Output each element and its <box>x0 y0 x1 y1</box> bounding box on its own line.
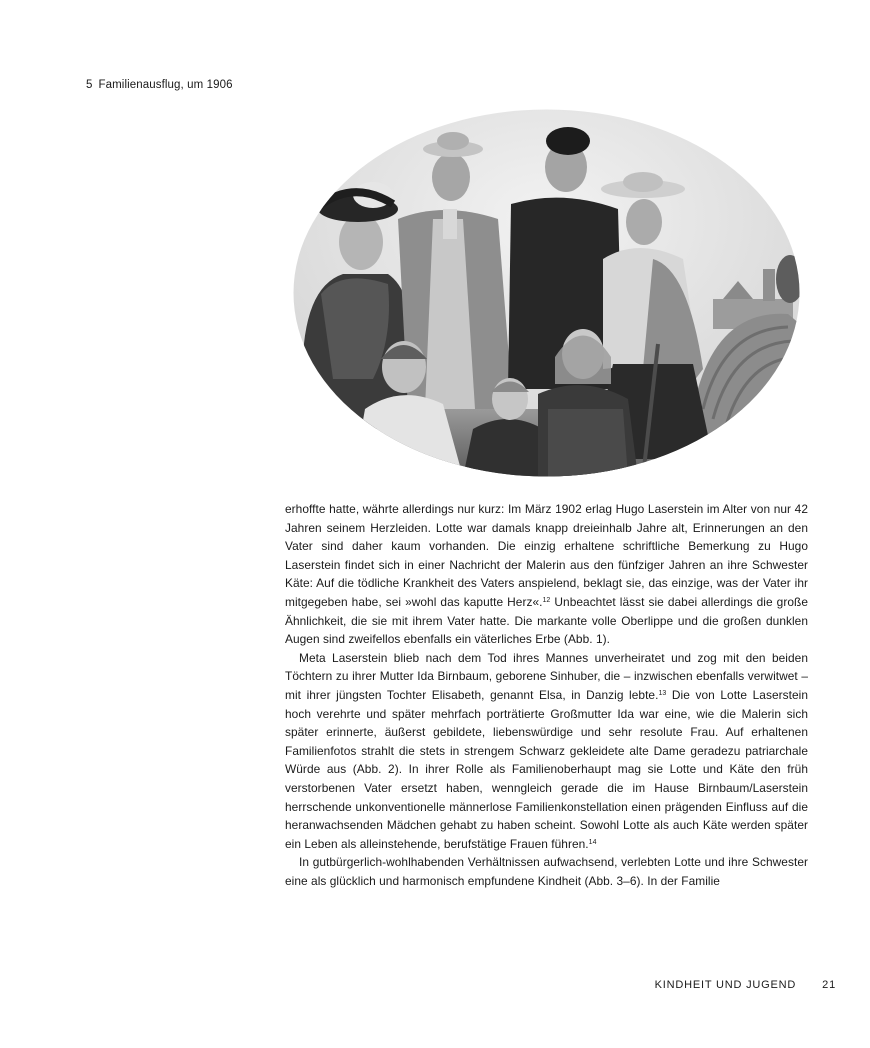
body-text <box>285 500 808 890</box>
paragraph-2 <box>285 649 808 854</box>
paragraph-1 <box>285 500 808 649</box>
footnote-ref-14: 14 <box>588 838 597 846</box>
page-number: 21 <box>822 979 836 991</box>
page-footer <box>655 979 836 991</box>
figure-caption-text: Familienausflug, um 1906 <box>98 79 233 91</box>
figure-caption <box>86 79 233 91</box>
family-photo-image <box>293 109 800 477</box>
footnote-ref-13: 13 <box>658 689 667 697</box>
figure-number: 5 <box>86 79 93 91</box>
paragraph-2-part-b: Die von Lotte Laserstein hoch verehrte und später mehrfach porträtierte Großmutter Ida war eine, wie die Malerin sich später erinnerte, äußerst gebildete, liebenswürdige und sehr resolute Frau. Auf erhaltenen Familienfotos strahlt die stets in strengem Schwarz gekleidete alte Dame geradezu patriarchale Würde aus (Abb. 2). In ihrer Rolle als Familienoberhaupt mag sie Lotte und Käte den früh verstorbenen Vater ersetzt haben, wenngleich gerade die im Hause Birnbaum/Laserstein herrschende unkonventionelle männerlose Familienkonstellation einen prägenden Einfluss auf die heranwachsenden Mädchen gehabt zu haben scheint. Sowohl Lotte als auch Käte werden später ein Leben als alleinstehende, berufstätige Frauen führen. <box>285 687 808 851</box>
footnote-ref-12: 12 <box>542 596 551 604</box>
paragraph-2-part-a: Meta Laserstein blieb nach dem Tod ihres Mannes unverheiratet und zog mit den beiden Töchtern zu ihrer Mutter Ida Birnbaum, geborene Sinhuber, die – inzwischen ebenfalls verwitwet – mit ihrer jüngsten Tochter Elisabeth, genannt Elsa, in Danzig lebte. <box>285 650 808 702</box>
paragraph-3: In gutbürgerlich-wohlhabenden Verhältnissen aufwachsend, verlebten Lotte und ihre Schwester eine als glücklich und harmonisch empfundene Kindheit (Abb. 3–6). In der Familie <box>285 855 808 888</box>
paragraph-1-part-a: erhoffte hatte, währte allerdings nur kurz: Im März 1902 erlag Hugo Laserstein im Alter von nur 42 Jahren seinem Herzleiden. Lotte war damals knapp dreieinhalb Jahre alt, Erinnerungen an den Vater sind daher kaum vorhanden. Die einzig erhaltene schriftliche Bemerkung zu Hugo Laserstein findet sich in einer Nachricht der Malerin aus den fünfziger Jahren an ihre Schwester Käte: Auf die tödliche Krankheit des Vaters anspielend, beklagt sie, das einzige, was der Vater ihr mitgegeben habe, sei »wohl das kaputte Herz«. <box>285 502 808 609</box>
running-footer-section: KINDHEIT UND JUGEND <box>654 979 797 991</box>
family-photo <box>293 109 800 477</box>
paragraph-1-part-b: Unbeachtet lässt sie dabei allerdings die große Ähnlichkeit, die sie mit ihrem Vater hatte. Die markante volle Oberlippe und die großen dunklen Augen sind zweifellos ebenfalls ein väterliches Erbe (Abb. 1). <box>285 594 808 647</box>
